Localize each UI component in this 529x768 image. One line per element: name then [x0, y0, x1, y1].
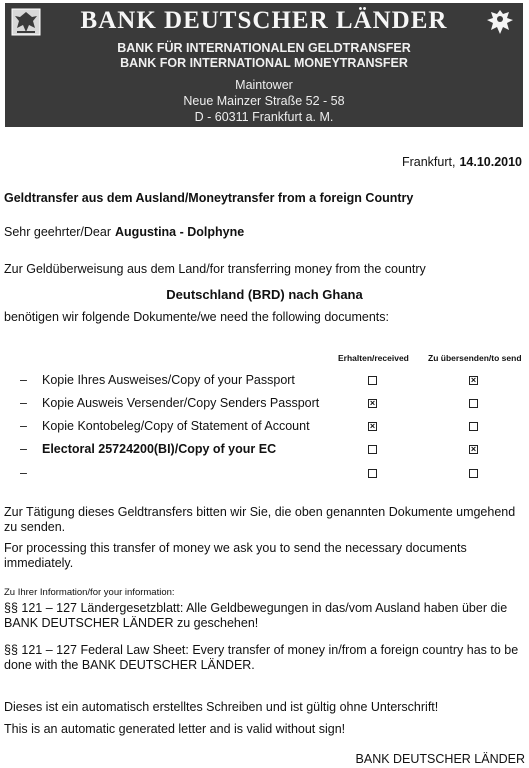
row-dash: –	[20, 466, 27, 480]
row-dash: –	[20, 442, 27, 456]
row-dash: –	[20, 396, 27, 410]
letter-subject: Geldtransfer aus dem Ausland/Moneytransfer from a foreign Country	[4, 191, 414, 205]
letter-date: 14.10.2010	[459, 155, 522, 169]
row-dash: –	[20, 373, 27, 387]
bank-name: BANK DEUTSCHER LÄNDER	[80, 7, 448, 34]
salutation-line	[4, 225, 244, 239]
letterhead	[5, 3, 523, 127]
address-line-2: Neue Mainzer Straße 52 - 58	[183, 94, 345, 108]
documents-needed-text: benötigen wir folgende Dokumente/we need the following documents:	[4, 310, 389, 324]
address-line-1: Maintower	[235, 78, 293, 92]
request-paragraph-de: Zur Tätigung dieses Geldtransfers bitten wir Sie, die oben genannten Dokumente umgehend zu senden.	[4, 505, 516, 534]
document-row	[0, 442, 529, 460]
column-send-header: Zu übersenden/to send	[428, 353, 522, 363]
address-line-3: D - 60311 Frankfurt a. M.	[194, 110, 334, 124]
law-paragraph-en: §§ 121 – 127 Federal Law Sheet: Every transfer of money in/from a foreign country has to be done with the BANK DEUTSCHER LÄNDER.	[4, 643, 519, 672]
auto-letter-de: Dieses ist ein automatisch erstelltes Schreiben und ist gültig ohne Unterschrift!	[4, 700, 439, 714]
document-label: Kopie Ihres Ausweises/Copy of your Passport	[42, 373, 295, 387]
request-paragraph-en: For processing this transfer of money we ask you to send the necessary documents immediately.	[4, 541, 467, 570]
intro-text: Zur Geldüberweisung aus dem Land/for transferring money from the country	[4, 262, 426, 276]
document-row	[0, 466, 529, 484]
document-row	[0, 419, 529, 437]
column-received-header: Erhalten/received	[338, 353, 409, 363]
received-checkbox[interactable]	[368, 445, 377, 454]
transfer-route: Deutschland (BRD) nach Ghana	[166, 287, 363, 302]
received-checkbox[interactable]	[368, 469, 377, 478]
bank-subtitle-en: BANK FOR INTERNATIONAL MONEYTRANSFER	[120, 56, 408, 70]
document-row	[0, 396, 529, 414]
send-checkbox[interactable]: ×	[470, 444, 477, 454]
send-checkbox[interactable]	[469, 469, 478, 478]
send-checkbox[interactable]	[469, 399, 478, 408]
info-label: Zu Ihrer Information/for your information:	[4, 587, 175, 598]
received-checkbox[interactable]	[368, 376, 377, 385]
document-label: Kopie Kontobeleg/Copy of Statement of Account	[42, 419, 310, 433]
row-dash: –	[20, 419, 27, 433]
send-checkbox[interactable]	[469, 422, 478, 431]
place: Frankfurt,	[401, 155, 456, 169]
document-row	[0, 373, 529, 391]
auto-letter-en: This is an automatic generated letter and is valid without sign!	[4, 722, 346, 736]
bank-subtitle-de: BANK FÜR INTERNATIONALEN GELDTRANSFER	[117, 41, 411, 55]
closing-signature: BANK DEUTSCHER LÄNDER	[355, 752, 525, 766]
document-label: Electoral 25724200(BI)/Copy of your EC	[42, 442, 277, 456]
date-line	[402, 155, 522, 169]
send-checkbox[interactable]: ×	[470, 375, 477, 385]
received-checkbox[interactable]: ×	[369, 421, 376, 431]
received-checkbox[interactable]: ×	[369, 398, 376, 408]
salutation: Sehr geehrter/Dear	[4, 225, 112, 239]
recipient-name: Augustina - Dolphyne	[115, 225, 245, 239]
law-paragraph-de: §§ 121 – 127 Ländergesetzblatt: Alle Geldbewegungen in das/vom Ausland haben über die BANK DEUTSCHER LÄNDER zu geschehen!	[4, 601, 508, 630]
eagle-crest-icon	[485, 7, 515, 37]
document-label: Kopie Ausweis Versender/Copy Senders Passport	[42, 396, 320, 410]
